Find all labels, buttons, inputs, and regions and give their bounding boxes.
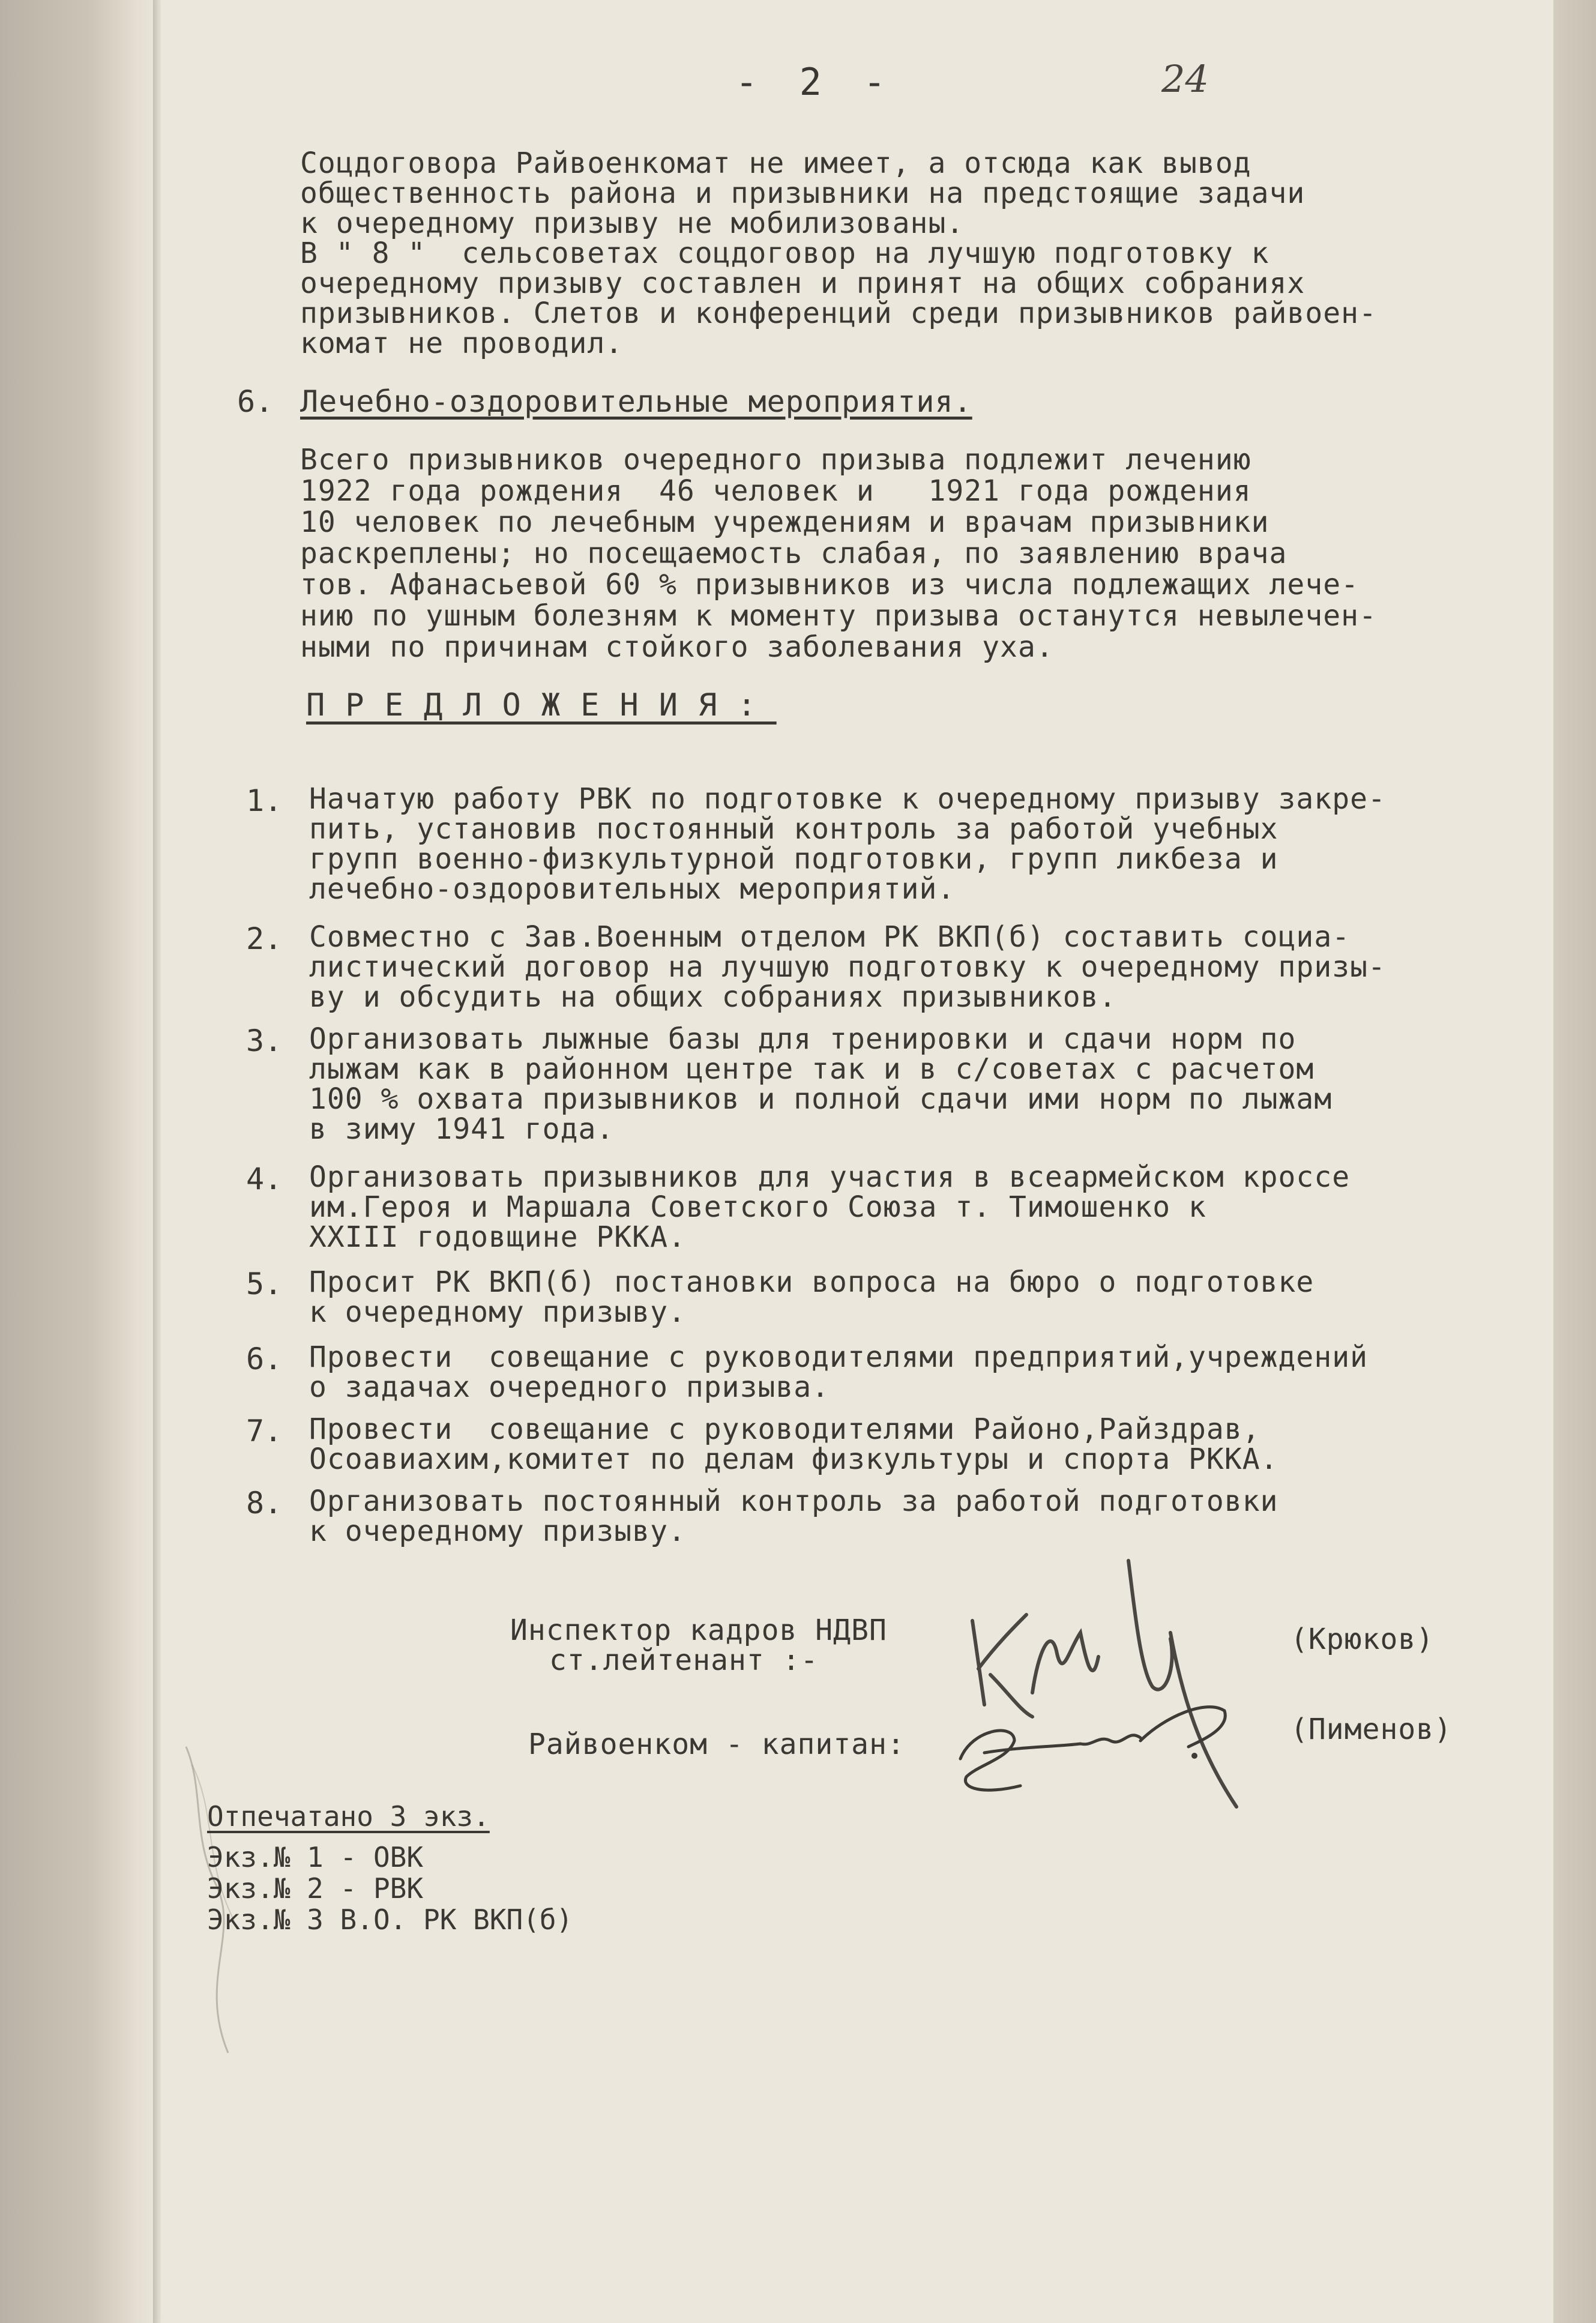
text-line: раскреплены; но посещаемость слабая, по заявлению врача bbox=[300, 537, 1287, 570]
text-line: ву и обсудить на общих собраниях призывников. bbox=[309, 980, 1117, 1014]
commissar-title: Райвоенком - капитан: bbox=[528, 1728, 905, 1761]
commissar-name: (Пименов) bbox=[1290, 1713, 1453, 1746]
text-line: общественность района и призывники на предстоящие задачи bbox=[300, 176, 1305, 210]
text-line: к очередному призыву. bbox=[309, 1295, 686, 1329]
proposal-number: 8. bbox=[246, 1486, 283, 1520]
text-line: нию по ушным болезням к моменту призыва останутся невылечен- bbox=[300, 599, 1377, 633]
proposal-number: 5. bbox=[246, 1267, 283, 1301]
text-line: ными по причинам стойкого заболевания уха. bbox=[300, 630, 1054, 664]
section-number: 6. bbox=[237, 384, 274, 419]
text-line: в зиму 1941 года. bbox=[309, 1112, 615, 1146]
printed-copies: Отпечатано 3 экз. bbox=[207, 1800, 490, 1833]
text-line: тов. Афанасьевой 60 % призывников из числа подлежащих лече- bbox=[300, 568, 1360, 601]
text-line: Соцдоговора Райвоенкомат не имеет, а отсюда как вывод bbox=[300, 146, 1251, 180]
proposal-number: 1. bbox=[246, 783, 283, 818]
text-line: Совместно с Зав.Военным отделом РК ВКП(б) составить социа- bbox=[309, 920, 1351, 954]
folio-number: 24 bbox=[1161, 57, 1209, 101]
text-line: Начатую работу РВК по подготовке к очередному призыву закре- bbox=[309, 782, 1386, 816]
text-line: лечебно-оздоровительных мероприятий. bbox=[309, 872, 956, 906]
copy-line: Экз.№ 3 В.О. РК ВКП(б) bbox=[207, 1903, 573, 1936]
text-line: 100 % охвата призывников и полной сдачи ими норм по лыжам bbox=[309, 1082, 1333, 1116]
text-line: Организовать призывников для участия в всеармейском кроссе bbox=[309, 1160, 1351, 1194]
text-line: к очередному призыву. bbox=[309, 1514, 686, 1548]
inspector-name: (Крюков) bbox=[1290, 1622, 1435, 1656]
text-line: лыжам как в районном центре так и в с/советах с расчетом bbox=[309, 1052, 1314, 1086]
proposals-heading: ПРЕДЛОЖЕНИЯ: bbox=[306, 687, 777, 723]
text-line: о задачах очередного призыва. bbox=[309, 1370, 830, 1404]
inspector-rank: ст.лейтенант :- bbox=[549, 1644, 819, 1677]
text-line: призывников. Слетов и конференций среди призывников райвоен- bbox=[300, 297, 1377, 330]
text-line: Организовать постоянный контроль за работой подготовки bbox=[309, 1484, 1278, 1518]
text-line: 1922 года рождения 46 человек и 1921 года рождения bbox=[300, 474, 1251, 508]
copy-line: Экз.№ 2 - РВК bbox=[207, 1872, 424, 1905]
proposal-number: 4. bbox=[246, 1162, 283, 1196]
text-line: Осоавиахим,комитет по делам физкультуры и спорта РККА. bbox=[309, 1442, 1278, 1476]
text-line: XXIII годовщине РККА. bbox=[309, 1220, 686, 1254]
text-line: очередному призыву составлен и принят на общих собраниях bbox=[300, 267, 1305, 300]
inspector-title: Инспектор кадров НДВП bbox=[510, 1613, 887, 1647]
page-number: - 2 - bbox=[735, 60, 896, 104]
text-line: Провести совещание с руководителями Районо,Райздрав, bbox=[309, 1412, 1260, 1446]
text-line: групп военно-физкультурной подготовки, групп ликбеза и bbox=[309, 842, 1278, 876]
text-line: Провести совещание с руководителями предприятий,учреждений bbox=[309, 1340, 1369, 1374]
text-line: пить, установив постоянный контроль за работой учебных bbox=[309, 812, 1278, 846]
section-title: Лечебно-оздоровительные мероприятия. bbox=[300, 384, 972, 419]
text-line: Просит РК ВКП(б) постановки вопроса на бюро о подготовке bbox=[309, 1265, 1314, 1299]
text-line: В " 8 " сельсоветах соцдоговор на лучшую подготовку к bbox=[300, 237, 1269, 270]
text-line: к очередному призыву не мобилизованы. bbox=[300, 206, 965, 240]
text-line: комат не проводил. bbox=[300, 327, 624, 360]
text-line: Всего призывников очередного призыва подлежит лечению bbox=[300, 443, 1251, 477]
handwritten-signatures bbox=[948, 1549, 1284, 1825]
text-line: им.Героя и Маршала Советского Союза т. Тимошенко к bbox=[309, 1190, 1206, 1224]
proposal-number: 6. bbox=[246, 1342, 283, 1376]
proposal-number: 2. bbox=[246, 921, 283, 956]
copy-line: Экз.№ 1 - ОВК bbox=[207, 1841, 424, 1873]
text-line: Организовать лыжные базы для тренировки и сдачи норм по bbox=[309, 1022, 1296, 1056]
text-line: 10 человек по лечебным учреждениям и врачам призывники bbox=[300, 505, 1269, 539]
proposal-number: 7. bbox=[246, 1414, 283, 1448]
text-line: листический договор на лучшую подготовку к очередному призы- bbox=[309, 950, 1386, 984]
proposal-number: 3. bbox=[246, 1023, 283, 1058]
